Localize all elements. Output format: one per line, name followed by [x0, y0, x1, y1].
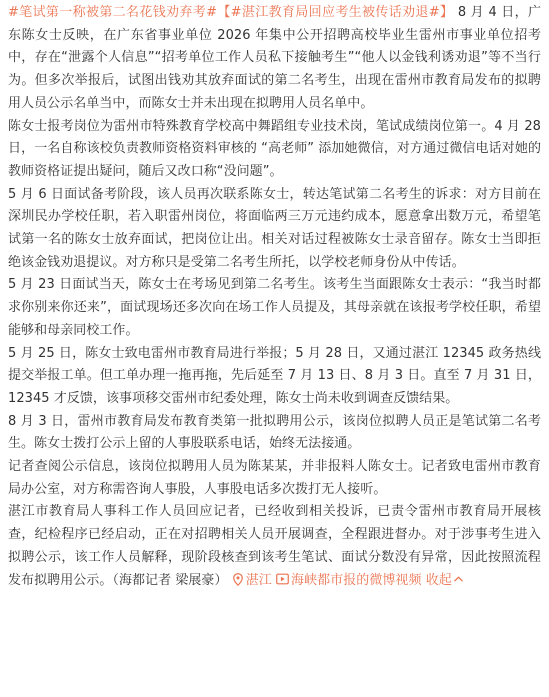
- video-icon: [276, 573, 289, 585]
- video-link-label: 海峡都市报的微博视频: [291, 572, 422, 588]
- location-link[interactable]: [232, 573, 272, 588]
- paragraph-2: 陈女士报考岗位为雷州市特殊教育学校高中舞蹈组专业技术岗，笔试成绩岗位第一。4 月 28 日，一名自称该校负责教师资格资料审核的 “高老师” 添加她微信，对方通过微信电话对她的教师资格证提出疑问，随后又改口称“没问题”。: [8, 118, 541, 179]
- collapse-button[interactable]: [426, 573, 463, 588]
- chevron-up-icon: [454, 576, 463, 582]
- paragraph-5: 5 月 25 日，陈女士致电雷州市教育局进行举报；5 月 28 日，又通过湛江 12345 政务热线提交举报工单。但工单办理一拖再拖，先后延至 7 月 13 日、8 月 3 日。直至 7 月 31 日，12345 才反馈，该事项移交雷州市纪委处理，陈女士尚未收到调查反馈结果。: [8, 345, 541, 406]
- paragraph-8-text: 湛江市教育局人事科工作人员回应记者，已经收到相关投诉，已责令雷州市教育局开展核查，纪检程序已经启动，正在对招聘相关人员开展调查，全程跟进督办。对于涉事考生进入拟聘公示，该工作人员解释，现阶段核查到该考生笔试、面试分数没有异常，因此按照流程发布拟聘用公示。（海都记者 梁展豪）: [8, 504, 541, 588]
- paragraph-1-text: 8 月 4 日，广东陈女士反映，在广东省事业单位 2026 年集中公开招聘高校毕业生雷州市事业单位招考中，存在“泄露个人信息”“招考单位工作人员私下接触考生”“他人以金钱利诱劝退”等不当行为。但多次举报后，试图出钱劝其放弃面试的第二名考生，出现在雷州市教育局发布的拟聘用人员公示名单当中，而陈女士并未出现在拟聘用人员名单中。: [8, 5, 541, 111]
- collapse-label: 收起: [425, 572, 452, 588]
- topic-link-2[interactable]: 【#湛江教育局回应考生被传话劝退#】: [217, 5, 454, 20]
- paragraph-8: [8, 501, 541, 592]
- paragraph-6: 8 月 3 日，雷州市教育局发布教育类第一批拟聘用公示，该岗位拟聘人员正是笔试第二名考生。陈女士拨打公示上留的人事股联系电话，始终无法接通。: [8, 413, 541, 452]
- location-pin-icon: [232, 573, 244, 586]
- paragraph-4: 5 月 23 日面试当天，陈女士在考场见到第二名考生。该考生当面跟陈女士表示：“我当时都求你别来你还来”，面试现场还多次向在场工作人员提及，其母亲就在该报考学校任职，希望能够和母亲同校工作。: [8, 277, 541, 338]
- paragraph-3: 5 月 6 日面试备考阶段，该人员再次联系陈女士，转达笔试第二名考生的诉求：对方目前在深圳民办学校任职，若入职雷州岗位，将面临两三万元违约成本，愿意拿出数万元，希望笔试第一名的陈女士放弃面试，把岗位让出。相关对话过程被陈女士录音留存。陈女士当即拒绝该金钱劝退提议。对方称只是受第二名考生所托，以学校老师身份从中传话。: [8, 186, 541, 270]
- paragraph-1: [8, 2, 541, 116]
- paragraph-7: 记者查阅公示信息，该岗位拟聘用人员为陈某某，并非报料人陈女士。记者致电雷州市教育局办公室，对方称需咨询人事股，人事股电话多次拨打无人接听。: [8, 459, 541, 497]
- topic-link-1[interactable]: #笔试第一称被第二名花钱劝弃考#: [8, 5, 218, 20]
- video-link[interactable]: [276, 573, 422, 588]
- location-label: 湛江: [245, 572, 272, 588]
